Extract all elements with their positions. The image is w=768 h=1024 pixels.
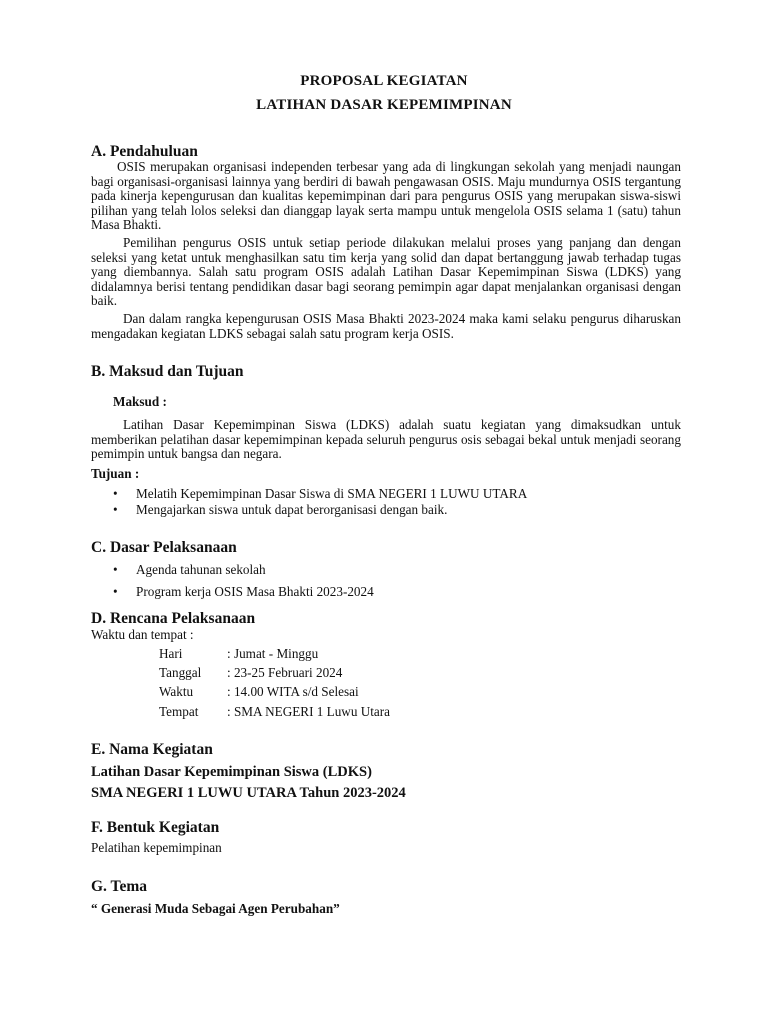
pendahuluan-paragraph-1: OSIS merupakan organisasi independen terbesar yang ada di lingkungan sekolah yang menjadi naungan bagi organisasi-organisasi lainnya yang berdiri di bawah pengawasan OSIS. Maju mundurnya OSIS tergantung pada kinerja kepengurusan dan kualitas kepemimpinan dari para pengurus OSIS yang merupakan siswa-siswi pilihan yang telah lolos seleksi dan dianggap layak serta mampu untuk mengelola OSIS selama 1 (satu) tahun Masa Bhakti.: [91, 159, 681, 233]
schedule-row-waktu: Waktu : 14.00 WITA s/d Selesai: [159, 684, 359, 699]
tema-text: “ Generasi Muda Sebagai Agen Perubahan”: [91, 901, 340, 916]
bullet-icon: •: [113, 562, 118, 577]
section-heading-rencana-pelaksanaan: D. Rencana Pelaksanaan: [91, 610, 256, 627]
list-item: • Program kerja OSIS Masa Bhakti 2023-2024: [113, 584, 374, 599]
section-heading-dasar-pelaksanaan: C. Dasar Pelaksanaan: [91, 539, 237, 556]
schedule-row-tanggal: Tanggal : 23-25 Februari 2024: [159, 665, 343, 680]
section-heading-nama-kegiatan: E. Nama Kegiatan: [91, 741, 213, 758]
schedule-row-tempat: Tempat : SMA NEGERI 1 Luwu Utara: [159, 704, 390, 719]
list-item: • Agenda tahunan sekolah: [113, 562, 266, 577]
bullet-icon: •: [113, 502, 118, 517]
maksud-paragraph: Latihan Dasar Kepemimpinan Siswa (LDKS) adalah suatu kegiatan yang dimaksudkan untuk memberikan pelatihan dasar kepemimpinan kepada seluruh pengurus osis sebagai bekal untuk menjadi seorang pemimpin untuk bangsa dan negara.: [91, 417, 681, 462]
document-title: PROPOSAL KEGIATAN: [300, 73, 468, 89]
bullet-icon: •: [113, 584, 118, 599]
waktu-tempat-intro: Waktu dan tempat :: [91, 627, 194, 642]
section-heading-bentuk-kegiatan: F. Bentuk Kegiatan: [91, 819, 220, 836]
bullet-icon: •: [113, 486, 118, 501]
section-heading-pendahuluan: A. Pendahuluan: [91, 143, 198, 160]
section-heading-tema: G. Tema: [91, 878, 147, 895]
maksud-label: Maksud :: [113, 394, 167, 409]
pendahuluan-paragraph-3: Dan dalam rangka kepengurusan OSIS Masa Bhakti 2023-2024 maka kami selaku pengurus diharuskan mengadakan kegiatan LDKS sebagai salah satu program kerja OSIS.: [91, 311, 681, 341]
pendahuluan-paragraph-2: Pemilihan pengurus OSIS untuk setiap periode dilakukan melalui proses yang panjang dan dengan seleksi yang ketat untuk menghasilkan satu tim kerja yang solid dan dapat bertanggung jawab terhadap tugas yang diembannya. Salah satu program OSIS adalah Latihan Dasar Kepemimpinan Siswa (LDKS) yang didalamnya berisi tentang pendidikan dasar bagi seorang pemimpin agar dapat menjalankan organisasi dengan baik.: [91, 235, 681, 309]
bentuk-kegiatan-text: Pelatihan kepemimpinan: [91, 840, 222, 855]
nama-kegiatan-line-1: Latihan Dasar Kepemimpinan Siswa (LDKS): [91, 764, 372, 780]
list-item: • Mengajarkan siswa untuk dapat berorganisasi dengan baik.: [113, 502, 448, 517]
tujuan-label: Tujuan :: [91, 466, 140, 481]
list-item: • Melatih Kepemimpinan Dasar Siswa di SMA NEGERI 1 LUWU UTARA: [113, 486, 528, 501]
schedule-row-hari: Hari : Jumat - Minggu: [159, 646, 319, 661]
nama-kegiatan-line-2: SMA NEGERI 1 LUWU UTARA Tahun 2023-2024: [91, 785, 406, 801]
section-heading-maksud-tujuan: B. Maksud dan Tujuan: [91, 363, 244, 380]
document-subtitle: LATIHAN DASAR KEPEMIMPINAN: [256, 97, 512, 113]
